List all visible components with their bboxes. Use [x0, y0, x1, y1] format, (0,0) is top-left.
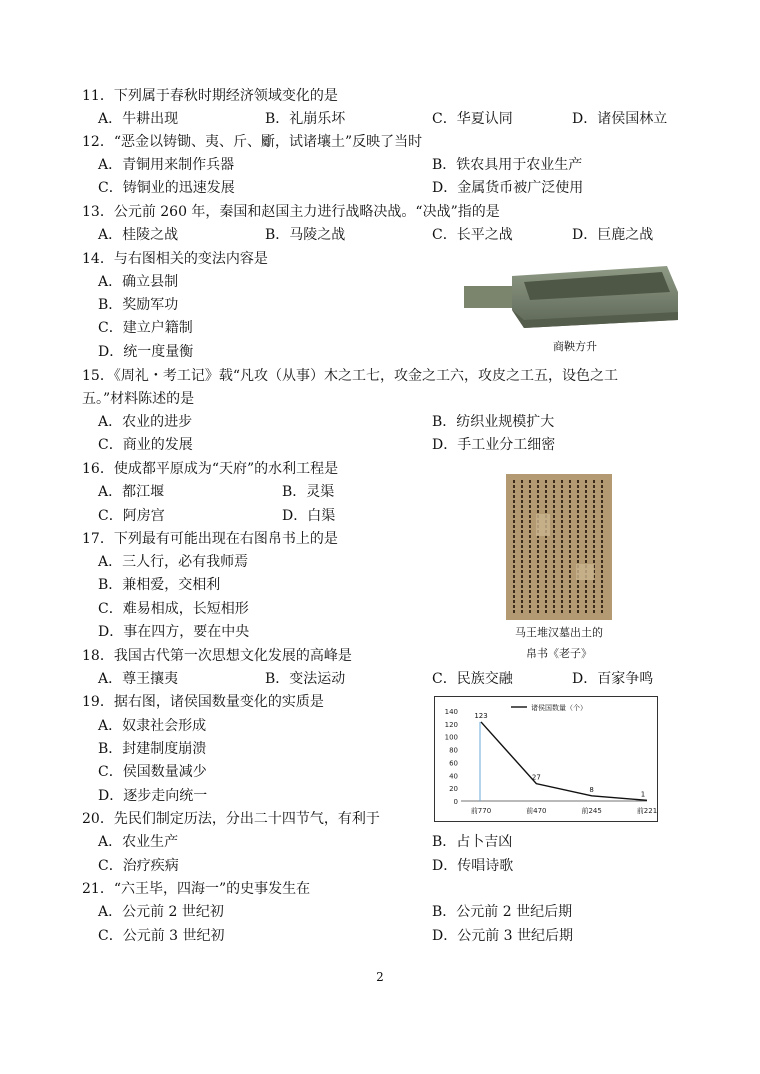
states-count-chart-svg — [435, 697, 657, 821]
x-tick-label: 前245 — [581, 807, 602, 815]
q12-option-c: C．铸铜业的迅速发展 — [98, 180, 235, 196]
silk-manuscript-laozi-image — [506, 474, 612, 620]
y-tick-label: 60 — [449, 759, 458, 768]
question-20-stem: 20．先民们制定历法，分出二十四节气，有利于 — [82, 811, 380, 827]
q12-option-d: D．金属货币被广泛使用 — [432, 180, 584, 196]
q20-option-a: A．农业生产 — [98, 834, 179, 850]
q11-option-a: A．牛耕出现 — [98, 111, 179, 127]
question-13-stem: 13．公元前 260 年，秦国和赵国主力进行战略决战。“决战”指的是 — [82, 204, 500, 220]
q19-option-b: B．封建制度崩溃 — [98, 741, 207, 757]
question-14-stem: 14．与右图相关的变法内容是 — [82, 251, 268, 267]
q20-option-c: C．治疗疾病 — [98, 858, 179, 874]
series-line — [481, 722, 647, 800]
data-label: 1 — [640, 790, 646, 799]
q14-option-b: B．奖励军功 — [98, 297, 179, 313]
q21-option-b: B．公元前 2 世纪后期 — [432, 904, 573, 920]
question-21-stem: 21．“六王毕，四海一”的史事发生在 — [82, 881, 311, 897]
data-label: 8 — [589, 785, 594, 794]
q16-option-b: B．灵渠 — [282, 484, 335, 500]
q20-option-b: B．占卜吉凶 — [432, 834, 513, 850]
q18-option-d: D．百家争鸣 — [572, 671, 654, 687]
data-label: 123 — [474, 711, 488, 720]
q19-option-c: C．侯国数量减少 — [98, 764, 207, 780]
y-tick-label: 0 — [453, 798, 458, 806]
q16-option-c: C．阿房宫 — [98, 508, 165, 524]
q17-option-c: C．难易相成，长短相形 — [98, 601, 249, 617]
q11-option-d: D．诸侯国林立 — [572, 111, 668, 127]
q15-option-d: D．手工业分工细密 — [432, 437, 556, 453]
q21-option-a: A．公元前 2 世纪初 — [98, 904, 224, 920]
x-tick-label: 前470 — [526, 807, 547, 815]
q14-option-d: D．统一度量衡 — [98, 344, 194, 360]
q20-option-d: D．传唱诗歌 — [432, 858, 514, 874]
q13-option-a: A．桂陵之战 — [98, 227, 179, 243]
q15-option-c: C．商业的发展 — [98, 437, 193, 453]
y-tick-label: 120 — [444, 720, 458, 729]
shang-yang-fang-sheng-image — [462, 262, 680, 332]
y-tick-label: 140 — [444, 708, 458, 716]
q19-option-a: A．奴隶社会形成 — [98, 718, 207, 734]
states-count-chart — [434, 696, 658, 822]
y-tick-label: 80 — [449, 746, 458, 755]
q13-option-c: C．长平之战 — [432, 227, 513, 243]
q15-option-a: A．农业的进步 — [98, 414, 193, 430]
legend-label: 诸侯国数量（个） — [531, 704, 587, 712]
q12-option-b: B．铁农具用于农业生产 — [432, 157, 583, 173]
question-16-stem: 16．使成都平原成为“天府”的水利工程是 — [82, 461, 339, 477]
question-15-stem-continued: 五。”材料陈述的是 — [82, 391, 195, 407]
q13-option-b: B．马陵之战 — [265, 227, 346, 243]
question-18-stem: 18．我国古代第一次思想文化发展的高峰是 — [82, 648, 352, 664]
y-tick-label: 40 — [449, 772, 458, 781]
q19-option-d: D．逐步走向统一 — [98, 788, 208, 804]
q11-option-b: B．礼崩乐坏 — [265, 111, 346, 127]
page-number: 2 — [376, 970, 384, 984]
y-tick-label: 20 — [449, 785, 458, 794]
q18-option-a: A．尊王攘夷 — [98, 671, 179, 687]
q21-option-c: C．公元前 3 世纪初 — [98, 928, 225, 944]
q18-option-b: B．变法运动 — [265, 671, 346, 687]
q17-figure-caption-line1: 马王堆汉墓出土的 — [515, 626, 603, 639]
q17-option-d: D．事在四方，要在中央 — [98, 624, 250, 640]
q17-figure-caption-line2: 帛书《老子》 — [526, 647, 592, 660]
data-label: 27 — [531, 773, 541, 782]
y-tick-label: 100 — [444, 733, 458, 742]
q14-figure-caption: 商鞅方升 — [553, 340, 597, 353]
question-19-stem: 19．据右图，诸侯国数量变化的实质是 — [82, 694, 324, 710]
q16-option-a: A．都江堰 — [98, 484, 165, 500]
q16-option-d: D．白渠 — [282, 508, 336, 524]
question-17-stem: 17．下列最有可能出现在右图帛书上的是 — [82, 531, 338, 547]
question-15-stem: 15．《周礼・考工记》载“凡攻（从事）木之工七，攻金之工六，攻皮之工五，设色之工 — [82, 368, 618, 384]
q14-option-a: A．确立县制 — [98, 274, 179, 290]
q13-option-d: D．巨鹿之战 — [572, 227, 654, 243]
x-tick-label: 前221 — [636, 807, 657, 815]
q14-option-c: C．建立户籍制 — [98, 320, 193, 336]
x-tick-label: 前770 — [470, 807, 492, 815]
q12-option-a: A．青铜用来制作兵器 — [98, 157, 235, 173]
q18-option-c: C．民族交融 — [432, 671, 513, 687]
question-12-stem: 12．“恶金以铸锄、夷、斤、斸，试诸壤土”反映了当时 — [82, 134, 423, 150]
q11-option-c: C．华夏认同 — [432, 111, 513, 127]
q17-option-a: A．三人行，必有我师焉 — [98, 554, 249, 570]
q17-option-b: B．兼相爱，交相利 — [98, 577, 221, 593]
q15-option-b: B．纺织业规模扩大 — [432, 414, 555, 430]
question-11-stem: 11．下列属于春秋时期经济领域变化的是 — [82, 88, 338, 104]
q21-option-d: D．公元前 3 世纪后期 — [432, 928, 574, 944]
